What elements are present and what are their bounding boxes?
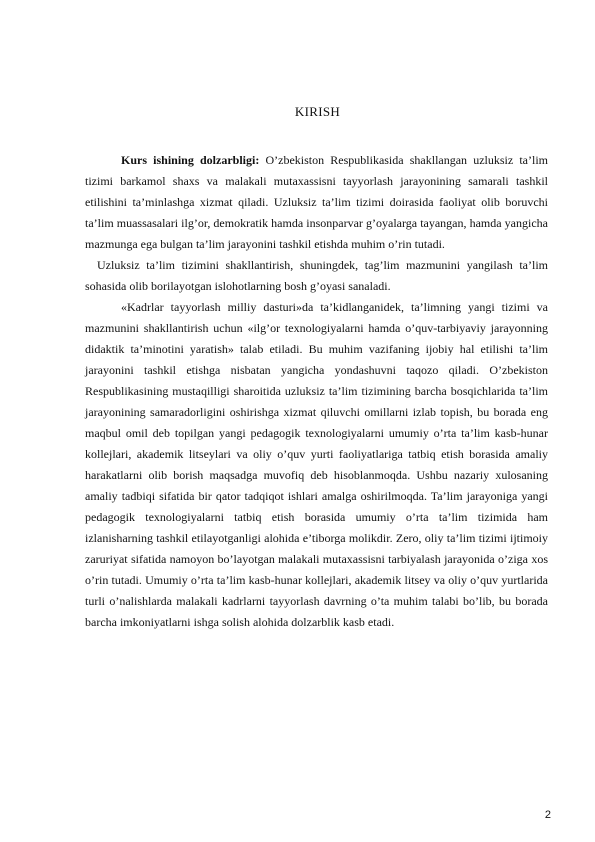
paragraph-continuous-education: Uzluksiz ta’lim tizimini shakllantirish, shuningdek, tag’lim mazmunini yangilash ta’lim sohasida olib borilayotgan islohotlarning bosh g’oyasi sanaladi. bbox=[85, 258, 548, 293]
page-title: KIRISH bbox=[294, 104, 341, 119]
paragraph-lead: Kurs ishining dolzarbligi: bbox=[121, 153, 260, 167]
body-text bbox=[85, 150, 548, 633]
page-number: 2 bbox=[544, 809, 551, 821]
paragraph-1-text: O’zbekiston Respublikasida shakllangan uzluksiz ta’lim tizimi barkamol shaxs va malakali mutaxassisni tayyorlash jarayonining samarali tashkil etilishini ta’minlashga xizmat qiladi. Uzluksiz ta’lim tizimi doirasida faoliyat olib boruvchi ta’lim muassasalari ilg’or, demokratik hamda insonparvar g’oyalarga tayangan, hamda yangicha mazmunga ega bulgan ta’lim jarayonini tashkil etishda muhim o’rin tutadi. bbox=[85, 153, 548, 251]
paragraph-relevance bbox=[85, 150, 548, 255]
paragraph-national-program: «Kadrlar tayyorlash milliy dasturi»da ta’kidlanganidek, ta’limning yangi tizimi va mazmunini shakllantirish uchun «ilg’or texnologiyalarni hamda o’quv-tarbiyaviy jarayonning didaktik ta’minotini yaratish» talab etiladi. Bu muhim vazifaning ijobiy hal etilishi ta’lim jarayonini tashkil etishga nisbatan yangicha yondashuvni taqozo qiladi. O’zbekiston Respublikasining mustaqilligi sharoitida uzluksiz ta’lim tizimining barcha bosqichlarida ta’lim jarayonining samaradorligini oshirishga xizmat qiluvchi omillarni izlab topish, bu borada eng maqbul omil deb topilgan yangi pedagogik texnologiyalarni umumiy o’rta ta’lim kasb-hunar kollejlari, akademik litseylari va oliy o’quv yurti faoliyatlariga tatbiq etish borasida amaliy harakatlarni olib borish maqsadga muvofiq deb hisoblanmoqda. Ushbu nazariy xulosaning amaliy tadbiqi sifatida bir qator tadqiqot ishlari amalga oshirilmoqda. Ta’lim jarayoniga yangi pedagogik texnologiyalarni tatbiq etish borasida umumiy o’rta ta’lim tizimida ham izlanisharning tashkil etilayotganligi alohida e’tiborga molikdir. Zero, oliy ta’lim tizimi ijtimoiy zaruriyat sifatida namoyon bo’layotgan malakali mutaxassisni tarbiyalash jarayonida o’ziga xos o’rin tutadi. Umumiy o’rta ta’lim kasb-hunar kollejlari, akademik litsey va oliy o’quv yurtlarida turli o’nalishlarda malakali kadrlarni tayyorlash davrning o’ta muhim talabi bo’lib, bu borada barcha imkoniyatlarni ishga solish alohida dolzarblik kasb etadi. bbox=[85, 300, 548, 629]
